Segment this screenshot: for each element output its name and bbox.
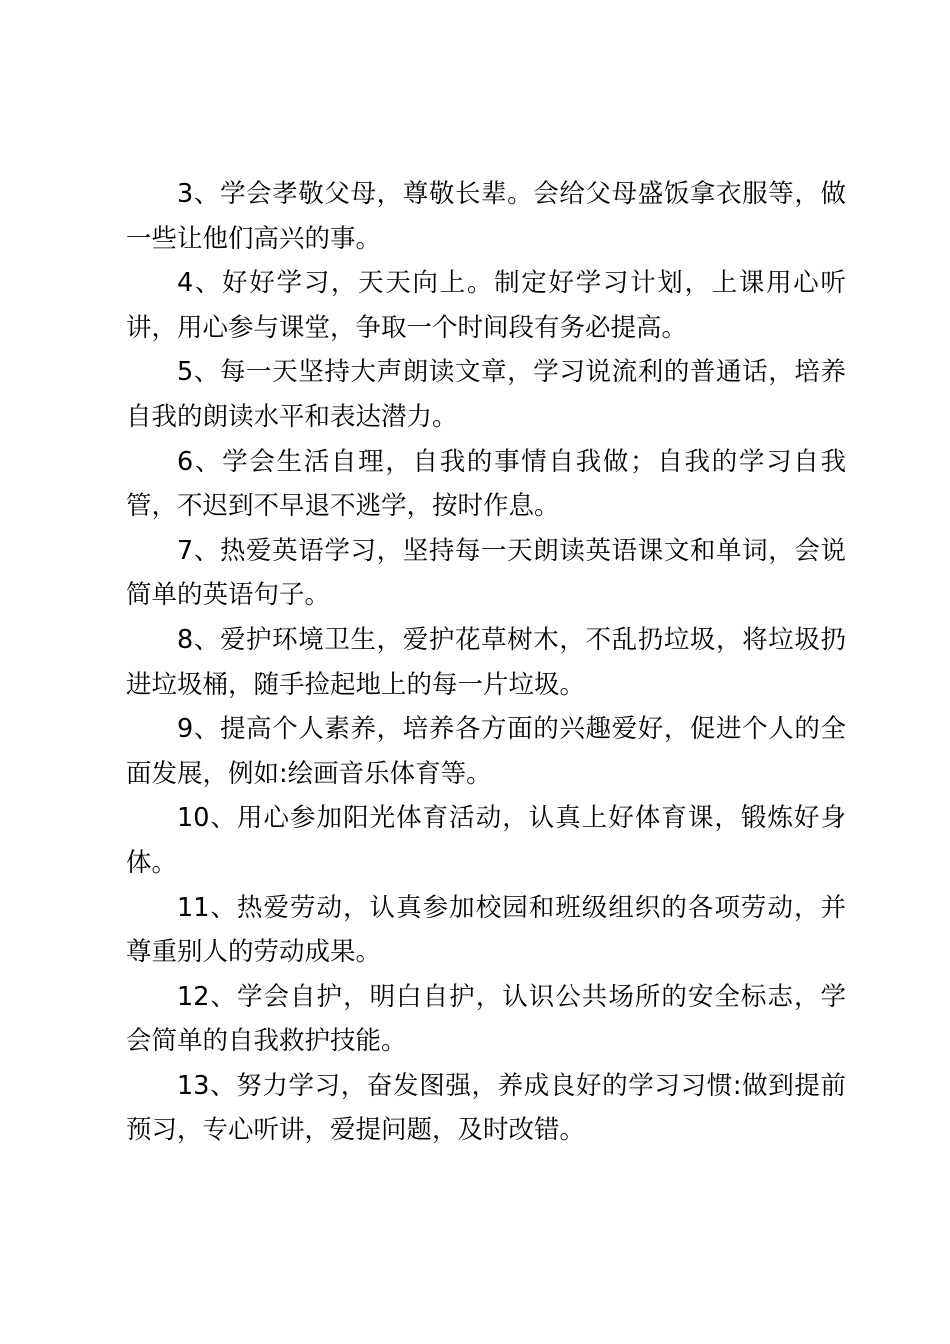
paragraph-item-5: 5、每一天坚持大声朗读文章，学习说流利的普通话，培养自我的朗读水平和表达潜力。 [126, 357, 846, 432]
paragraph-item-4: 4、好好学习，天天向上。制定好学习计划，上课用心听讲，用心参与课堂，争取一个时间段有务必提高。 [126, 268, 846, 343]
paragraph-item-3: 3、学会孝敬父母，尊敬长辈。会给父母盛饭拿衣服等，做一些让他们高兴的事。 [126, 179, 846, 254]
paragraph-item-13: 13、努力学习，奋发图强，养成良好的学习习惯:做到提前预习，专心听讲，爱提问题，及时改错。 [126, 1070, 846, 1146]
paragraph-item-6: 6、学会生活自理，自我的事情自我做；自我的学习自我管，不迟到不早退不逃学，按时作息。 [126, 446, 846, 522]
paragraph-item-10: 10、用心参加阳光体育活动，认真上好体育课，锻炼好身体。 [126, 803, 846, 878]
paragraph-item-9: 9、提高个人素养，培养各方面的兴趣爱好，促进个人的全面发展，例如:绘画音乐体育等。 [126, 714, 846, 789]
paragraph-item-7: 7、热爱英语学习，坚持每一天朗读英语课文和单词，会说简单的英语句子。 [126, 535, 846, 611]
paragraph-item-12: 12、学会自护，明白自护，认识公共场所的安全标志，学会简单的自我救护技能。 [126, 981, 846, 1057]
paragraph-item-11: 11、热爱劳动，认真参加校园和班级组织的各项劳动，并尊重别人的劳动成果。 [126, 892, 846, 968]
document-body [126, 172, 846, 1153]
paragraph-item-8: 8、爱护环境卫生，爱护花草树木，不乱扔垃圾，将垃圾扔进垃圾桶，随手捡起地上的每一片垃圾。 [126, 624, 846, 700]
